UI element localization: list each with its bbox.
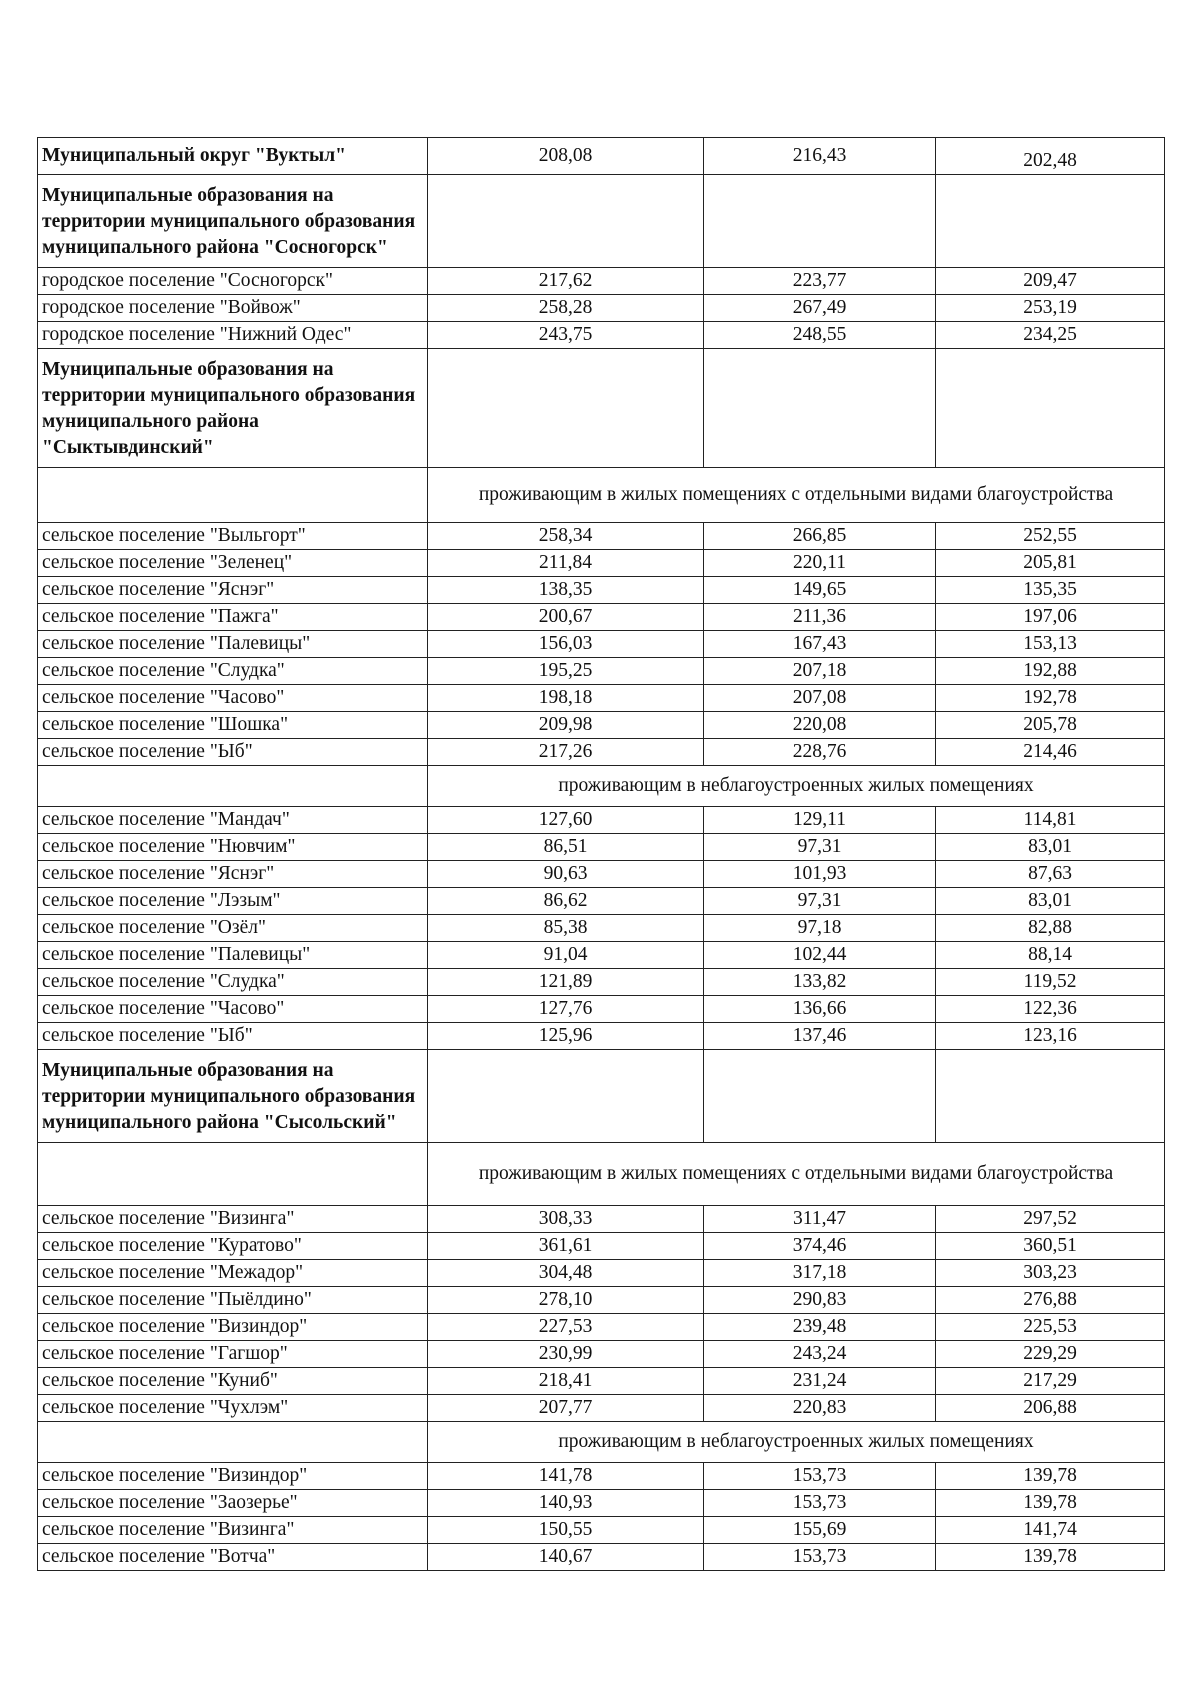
value-cell: 86,62 (428, 888, 704, 915)
value-cell: 218,41 (428, 1368, 704, 1395)
empty-cell (38, 766, 428, 807)
empty-cell (936, 1050, 1165, 1143)
value-cell: 303,23 (936, 1260, 1165, 1287)
value-cell: 206,88 (936, 1395, 1165, 1422)
value-cell: 216,43 (704, 138, 936, 175)
value-cell: 87,63 (936, 861, 1165, 888)
value-cell: 304,48 (428, 1260, 704, 1287)
value-cell: 290,83 (704, 1287, 936, 1314)
table-row (38, 577, 1165, 604)
value-cell: 88,14 (936, 942, 1165, 969)
value-cell: 136,66 (704, 996, 936, 1023)
value-cell: 276,88 (936, 1287, 1165, 1314)
category-label: проживающим в жилых помещениях с отдельными видами благоустройства (428, 1143, 1165, 1206)
value-cell: 197,06 (936, 604, 1165, 631)
value-cell: 153,73 (704, 1490, 936, 1517)
table-row (38, 1206, 1165, 1233)
table-row (38, 1463, 1165, 1490)
table-row (38, 861, 1165, 888)
value-cell: 225,53 (936, 1314, 1165, 1341)
empty-cell (38, 1422, 428, 1463)
table-row (38, 942, 1165, 969)
value-cell: 91,04 (428, 942, 704, 969)
value-cell: 239,48 (704, 1314, 936, 1341)
settlement-name: сельское поселение "Межадор" (38, 1260, 428, 1287)
value-cell: 208,08 (428, 138, 704, 175)
settlement-name: городское поселение "Нижний Одес" (38, 322, 428, 349)
settlement-name: сельское поселение "Слудка" (38, 658, 428, 685)
value-cell: 119,52 (936, 969, 1165, 996)
value-cell: 361,61 (428, 1233, 704, 1260)
settlement-name: сельское поселение "Часово" (38, 685, 428, 712)
table-row (38, 1395, 1165, 1422)
value-cell: 267,49 (704, 295, 936, 322)
value-cell: 248,55 (704, 322, 936, 349)
settlement-name: сельское поселение "Яснэг" (38, 577, 428, 604)
settlement-name: сельское поселение "Яснэг" (38, 861, 428, 888)
value-cell: 125,96 (428, 1023, 704, 1050)
value-cell: 308,33 (428, 1206, 704, 1233)
empty-cell (428, 1050, 704, 1143)
value-cell: 139,78 (936, 1490, 1165, 1517)
value-cell: 258,34 (428, 523, 704, 550)
value-cell: 150,55 (428, 1517, 704, 1544)
value-cell: 149,65 (704, 577, 936, 604)
value-cell: 153,13 (936, 631, 1165, 658)
table-row (38, 969, 1165, 996)
value-cell: 121,89 (428, 969, 704, 996)
value-cell: 211,84 (428, 550, 704, 577)
table-row (38, 295, 1165, 322)
settlement-name: сельское поселение "Куниб" (38, 1368, 428, 1395)
value-cell: 83,01 (936, 834, 1165, 861)
section-header-row (38, 175, 1165, 268)
settlement-name: сельское поселение "Гагшор" (38, 1341, 428, 1368)
value-cell: 211,36 (704, 604, 936, 631)
category-row (38, 468, 1165, 523)
empty-cell (38, 468, 428, 523)
value-cell: 311,47 (704, 1206, 936, 1233)
value-cell: 220,11 (704, 550, 936, 577)
value-cell: 102,44 (704, 942, 936, 969)
value-cell: 83,01 (936, 888, 1165, 915)
value-cell: 297,52 (936, 1206, 1165, 1233)
value-cell: 156,03 (428, 631, 704, 658)
empty-cell (704, 175, 936, 268)
table-row (38, 550, 1165, 577)
settlement-name: сельское поселение "Мандач" (38, 807, 428, 834)
value-cell: 141,74 (936, 1517, 1165, 1544)
value-cell: 360,51 (936, 1233, 1165, 1260)
value-cell: 138,35 (428, 577, 704, 604)
value-cell: 123,16 (936, 1023, 1165, 1050)
value-cell: 220,83 (704, 1395, 936, 1422)
value-cell: 137,46 (704, 1023, 936, 1050)
value-cell: 82,88 (936, 915, 1165, 942)
value-cell: 223,77 (704, 268, 936, 295)
value-cell: 374,46 (704, 1233, 936, 1260)
empty-cell (936, 349, 1165, 468)
settlement-name: сельское поселение "Визиндор" (38, 1314, 428, 1341)
value-cell: 153,73 (704, 1463, 936, 1490)
value-cell: 243,24 (704, 1341, 936, 1368)
value-cell: 155,69 (704, 1517, 936, 1544)
settlement-name: сельское поселение "Ыб" (38, 739, 428, 766)
table-row (38, 1368, 1165, 1395)
table-row (38, 1490, 1165, 1517)
table-row (38, 1341, 1165, 1368)
table-row (38, 834, 1165, 861)
settlement-name: сельское поселение "Слудка" (38, 969, 428, 996)
settlement-name: сельское поселение "Шошка" (38, 712, 428, 739)
value-cell: 217,62 (428, 268, 704, 295)
settlement-name: сельское поселение "Ыб" (38, 1023, 428, 1050)
table-row (38, 523, 1165, 550)
settlement-name: сельское поселение "Вотча" (38, 1544, 428, 1571)
table-row (38, 1233, 1165, 1260)
settlement-name: сельское поселение "Пыёлдино" (38, 1287, 428, 1314)
settlement-name: сельское поселение "Нювчим" (38, 834, 428, 861)
value-cell: 220,08 (704, 712, 936, 739)
value-cell: 228,76 (704, 739, 936, 766)
value-cell: 167,43 (704, 631, 936, 658)
empty-cell (38, 1143, 428, 1206)
settlement-name: сельское поселение "Визинга" (38, 1206, 428, 1233)
value-cell: 229,29 (936, 1341, 1165, 1368)
value-cell: 207,18 (704, 658, 936, 685)
section-header-row (38, 349, 1165, 468)
value-cell: 205,81 (936, 550, 1165, 577)
settlement-name: сельское поселение "Выльгорт" (38, 523, 428, 550)
section-header-row (38, 1050, 1165, 1143)
settlement-name: сельское поселение "Визинга" (38, 1517, 428, 1544)
value-cell: 127,60 (428, 807, 704, 834)
value-cell: 207,77 (428, 1395, 704, 1422)
value-cell: 278,10 (428, 1287, 704, 1314)
municipality-name: Муниципальный округ "Вуктыл" (38, 138, 428, 175)
empty-cell (428, 175, 704, 268)
value-cell: 207,08 (704, 685, 936, 712)
value-cell: 133,82 (704, 969, 936, 996)
value-cell: 209,47 (936, 268, 1165, 295)
value-cell: 192,88 (936, 658, 1165, 685)
value-cell: 202,48 (936, 138, 1165, 175)
settlement-name: сельское поселение "Заозерье" (38, 1490, 428, 1517)
table-row (38, 1517, 1165, 1544)
category-label: проживающим в жилых помещениях с отдельными видами благоустройства (428, 468, 1165, 523)
table-row (38, 322, 1165, 349)
value-cell: 214,46 (936, 739, 1165, 766)
value-cell: 234,25 (936, 322, 1165, 349)
settlement-name: сельское поселение "Чухлэм" (38, 1395, 428, 1422)
table-row (38, 268, 1165, 295)
settlement-name: сельское поселение "Палевицы" (38, 631, 428, 658)
settlement-name: городское поселение "Войвож" (38, 295, 428, 322)
section-header: Муниципальные образования на территории муниципального образования муниципального района "Сысольский" (38, 1050, 428, 1143)
value-cell: 243,75 (428, 322, 704, 349)
table-row (38, 1023, 1165, 1050)
value-cell: 266,85 (704, 523, 936, 550)
table-row (38, 996, 1165, 1023)
value-cell: 252,55 (936, 523, 1165, 550)
value-cell: 140,93 (428, 1490, 704, 1517)
table-row (38, 1544, 1165, 1571)
settlement-name: сельское поселение "Озёл" (38, 915, 428, 942)
value-cell: 97,31 (704, 834, 936, 861)
value-cell: 231,24 (704, 1368, 936, 1395)
value-cell: 90,63 (428, 861, 704, 888)
category-label: проживающим в неблагоустроенных жилых помещениях (428, 1422, 1165, 1463)
table-row (38, 138, 1165, 175)
table-row (38, 888, 1165, 915)
value-cell: 200,67 (428, 604, 704, 631)
value-cell: 114,81 (936, 807, 1165, 834)
value-cell: 153,73 (704, 1544, 936, 1571)
section-header: Муниципальные образования на территории муниципального образования муниципального района "Сыктывдинский" (38, 349, 428, 468)
table-row (38, 739, 1165, 766)
value-cell: 129,11 (704, 807, 936, 834)
value-cell: 97,18 (704, 915, 936, 942)
section-header: Муниципальные образования на территории муниципального образования муниципального района "Сосногорск" (38, 175, 428, 268)
settlement-name: городское поселение "Сосногорск" (38, 268, 428, 295)
tariff-table (37, 137, 1165, 1571)
value-cell: 217,29 (936, 1368, 1165, 1395)
value-cell: 230,99 (428, 1341, 704, 1368)
table-row (38, 631, 1165, 658)
table-row (38, 1314, 1165, 1341)
category-row (38, 1143, 1165, 1206)
value-cell: 127,76 (428, 996, 704, 1023)
value-cell: 209,98 (428, 712, 704, 739)
value-cell: 122,36 (936, 996, 1165, 1023)
category-row (38, 1422, 1165, 1463)
value-cell: 317,18 (704, 1260, 936, 1287)
value-cell: 97,31 (704, 888, 936, 915)
category-label: проживающим в неблагоустроенных жилых помещениях (428, 766, 1165, 807)
value-cell: 139,78 (936, 1544, 1165, 1571)
settlement-name: сельское поселение "Часово" (38, 996, 428, 1023)
settlement-name: сельское поселение "Палевицы" (38, 942, 428, 969)
settlement-name: сельское поселение "Пажга" (38, 604, 428, 631)
settlement-name: сельское поселение "Куратово" (38, 1233, 428, 1260)
value-cell: 198,18 (428, 685, 704, 712)
settlement-name: сельское поселение "Визиндор" (38, 1463, 428, 1490)
table-row (38, 1287, 1165, 1314)
value-cell: 253,19 (936, 295, 1165, 322)
value-cell: 86,51 (428, 834, 704, 861)
table-row (38, 604, 1165, 631)
table-row (38, 1260, 1165, 1287)
table-row (38, 658, 1165, 685)
value-cell: 141,78 (428, 1463, 704, 1490)
value-cell: 195,25 (428, 658, 704, 685)
category-row (38, 766, 1165, 807)
table-row (38, 712, 1165, 739)
table-row (38, 807, 1165, 834)
table-row (38, 685, 1165, 712)
empty-cell (704, 349, 936, 468)
value-cell: 101,93 (704, 861, 936, 888)
settlement-name: сельское поселение "Лэзым" (38, 888, 428, 915)
empty-cell (704, 1050, 936, 1143)
value-cell: 140,67 (428, 1544, 704, 1571)
value-cell: 217,26 (428, 739, 704, 766)
empty-cell (936, 175, 1165, 268)
table-row (38, 915, 1165, 942)
value-cell: 227,53 (428, 1314, 704, 1341)
value-cell: 139,78 (936, 1463, 1165, 1490)
value-cell: 135,35 (936, 577, 1165, 604)
settlement-name: сельское поселение "Зеленец" (38, 550, 428, 577)
table-body (38, 138, 1165, 1571)
value-cell: 85,38 (428, 915, 704, 942)
value-cell: 192,78 (936, 685, 1165, 712)
value-cell: 258,28 (428, 295, 704, 322)
value-cell: 205,78 (936, 712, 1165, 739)
empty-cell (428, 349, 704, 468)
